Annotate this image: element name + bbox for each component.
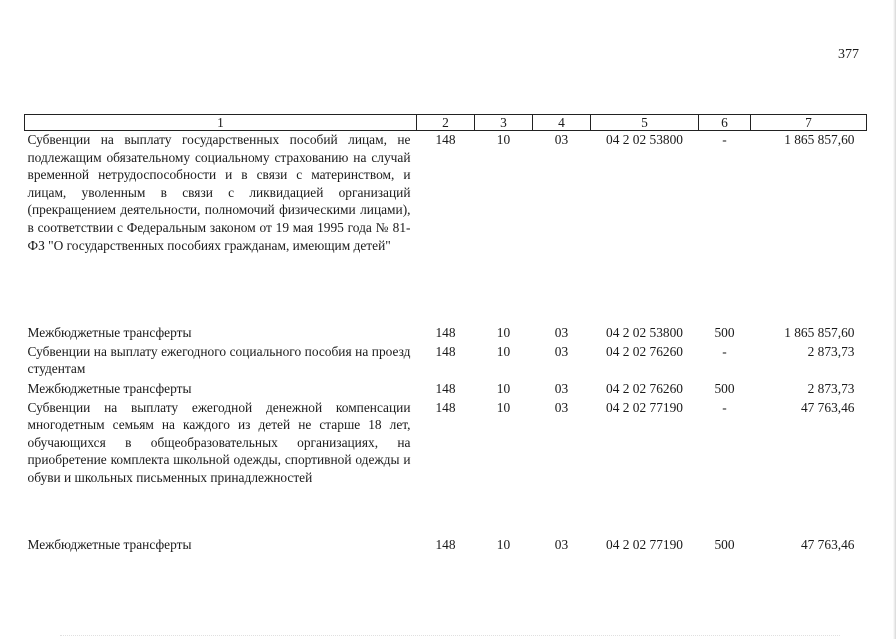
cell-expense-type: - bbox=[722, 399, 727, 415]
budget-table bbox=[24, 114, 867, 555]
row-name: Субвенции на выплату ежегодного социального пособия на проезд студентам bbox=[27, 343, 411, 377]
column-header-1: 1 bbox=[25, 115, 417, 131]
cell-section: 10 bbox=[496, 536, 511, 552]
cell-target-item: 04 2 02 77190 bbox=[606, 536, 683, 552]
cell-section: 10 bbox=[496, 399, 511, 415]
cell-subsection: 03 bbox=[554, 343, 569, 359]
cell-subsection: 03 bbox=[554, 399, 569, 415]
table-row bbox=[25, 536, 867, 555]
table-row bbox=[25, 324, 867, 343]
cell-amount: 2 873,73 bbox=[807, 343, 855, 359]
cell-admin-code: 148 bbox=[435, 324, 456, 340]
table-row bbox=[25, 399, 867, 536]
cell-target-item: 04 2 02 53800 bbox=[606, 132, 683, 147]
cell-expense-type: 500 bbox=[714, 324, 735, 340]
column-header-7: 7 bbox=[751, 115, 867, 131]
row-name: Межбюджетные трансферты bbox=[27, 536, 192, 552]
cell-admin-code: 148 bbox=[435, 380, 456, 396]
cell-subsection: 03 bbox=[554, 380, 569, 396]
cell-expense-type: - bbox=[722, 343, 727, 359]
column-header-6: 6 bbox=[699, 115, 751, 131]
cell-amount: 47 763,46 bbox=[800, 399, 855, 415]
cell-subsection: 03 bbox=[554, 324, 569, 340]
table-row bbox=[25, 131, 867, 324]
cell-expense-type: 500 bbox=[714, 380, 735, 396]
row-name: Субвенции на выплату государственных пособий лицам, не подлежащим обязательному социальному страхованию на случай временной нетрудоспособности и в связи с материнством, и лицам, уволенным в связи с ликвидацией организаций (прекращением деятельности, полномочий физическими лицами), в соответствии с Федеральным законом от 19 мая 1995 года № 81-ФЗ "О государственных пособиях гражданам, имеющим детей" bbox=[27, 132, 411, 253]
column-header-3: 3 bbox=[475, 115, 533, 131]
cell-admin-code: 148 bbox=[435, 399, 456, 415]
cell-amount: 47 763,46 bbox=[800, 536, 855, 552]
column-header-4: 4 bbox=[533, 115, 591, 131]
table-row bbox=[25, 380, 867, 399]
cell-admin-code: 148 bbox=[435, 132, 456, 147]
cell-section: 10 bbox=[496, 324, 511, 340]
cell-admin-code: 148 bbox=[435, 536, 456, 552]
column-header-5: 5 bbox=[591, 115, 699, 131]
cell-section: 10 bbox=[496, 132, 511, 147]
cell-expense-type: 500 bbox=[714, 536, 735, 552]
row-name: Межбюджетные трансферты bbox=[27, 324, 192, 340]
page-number: 377 bbox=[838, 47, 859, 62]
cell-expense-type: - bbox=[722, 132, 727, 147]
cell-subsection: 03 bbox=[554, 536, 569, 552]
row-name: Субвенции на выплату ежегодной денежной компенсации многодетным семьям на каждого из детей не старше 18 лет, обучающихся в общеобразовательных организациях, на приобретение комплекта школьной одежды, спортивной одежды и обуви и школьных письменных принадлежностей bbox=[27, 399, 411, 485]
cell-amount: 2 873,73 bbox=[807, 380, 855, 396]
cell-admin-code: 148 bbox=[435, 343, 456, 359]
row-name: Межбюджетные трансферты bbox=[27, 380, 192, 396]
cell-amount: 1 865 857,60 bbox=[784, 324, 855, 340]
scan-bottom-edge bbox=[60, 635, 840, 637]
column-header-2: 2 bbox=[417, 115, 475, 131]
cell-target-item: 04 2 02 53800 bbox=[606, 324, 683, 340]
cell-target-item: 04 2 02 77190 bbox=[606, 399, 683, 415]
cell-target-item: 04 2 02 76260 bbox=[606, 380, 683, 396]
cell-subsection: 03 bbox=[554, 132, 569, 147]
cell-target-item: 04 2 02 76260 bbox=[606, 343, 683, 359]
cell-section: 10 bbox=[496, 380, 511, 396]
table-row bbox=[25, 343, 867, 380]
cell-section: 10 bbox=[496, 343, 511, 359]
column-number-row bbox=[25, 115, 867, 131]
cell-amount: 1 865 857,60 bbox=[784, 132, 855, 147]
